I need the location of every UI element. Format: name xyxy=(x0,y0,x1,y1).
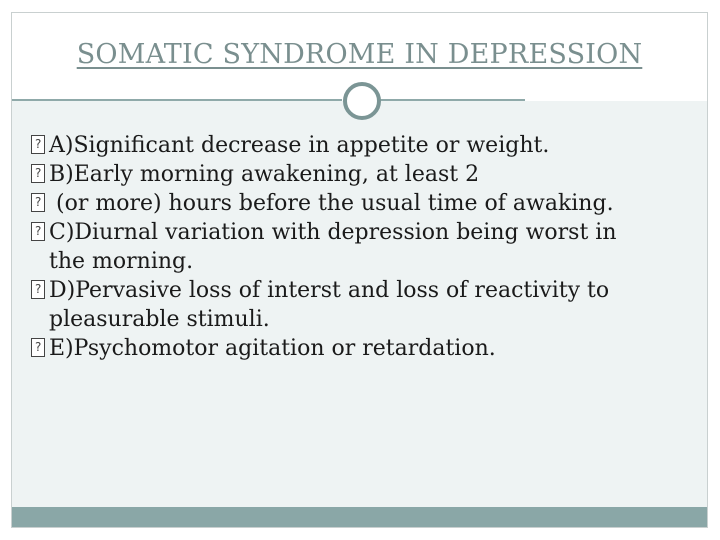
missing-glyph-icon: ? xyxy=(31,222,45,241)
bullet-text: A)Significant decrease in appetite or weight. xyxy=(49,133,550,158)
bullet-item-e xyxy=(31,334,703,363)
bullet-text: E)Psychomotor agitation or retardation. xyxy=(49,336,496,361)
bullet-item-d xyxy=(31,276,703,334)
bullet-text-continuation: pleasurable stimuli. xyxy=(49,307,270,332)
bullet-item-a xyxy=(31,131,703,160)
title-area xyxy=(12,13,707,101)
bullet-list xyxy=(31,131,703,363)
divider-circle-icon xyxy=(343,82,381,120)
slide-title: SOMATIC SYNDROME IN DEPRESSION xyxy=(76,39,643,70)
missing-glyph-icon: ? xyxy=(31,164,45,183)
missing-glyph-icon: ? xyxy=(31,193,45,212)
bullet-text: C)Diurnal variation with depression being worst in xyxy=(49,220,617,245)
missing-glyph-icon: ? xyxy=(31,135,45,154)
title-divider-left xyxy=(12,99,342,101)
bullet-text: D)Pervasive loss of interst and loss of reactivity to xyxy=(49,278,610,303)
bullet-item-c xyxy=(31,218,703,276)
bullet-item-b-continued xyxy=(31,189,703,218)
slide xyxy=(11,12,708,528)
title-divider-right xyxy=(380,99,525,101)
bullet-text: B)Early morning awakening, at least 2 xyxy=(49,162,480,187)
missing-glyph-icon: ? xyxy=(31,280,45,299)
bullet-item-b xyxy=(31,160,703,189)
missing-glyph-icon: ? xyxy=(31,338,45,357)
bullet-text: (or more) hours before the usual time of awaking. xyxy=(49,191,614,216)
bullet-text-continuation: the morning. xyxy=(49,249,194,274)
footer-bar xyxy=(12,507,707,527)
